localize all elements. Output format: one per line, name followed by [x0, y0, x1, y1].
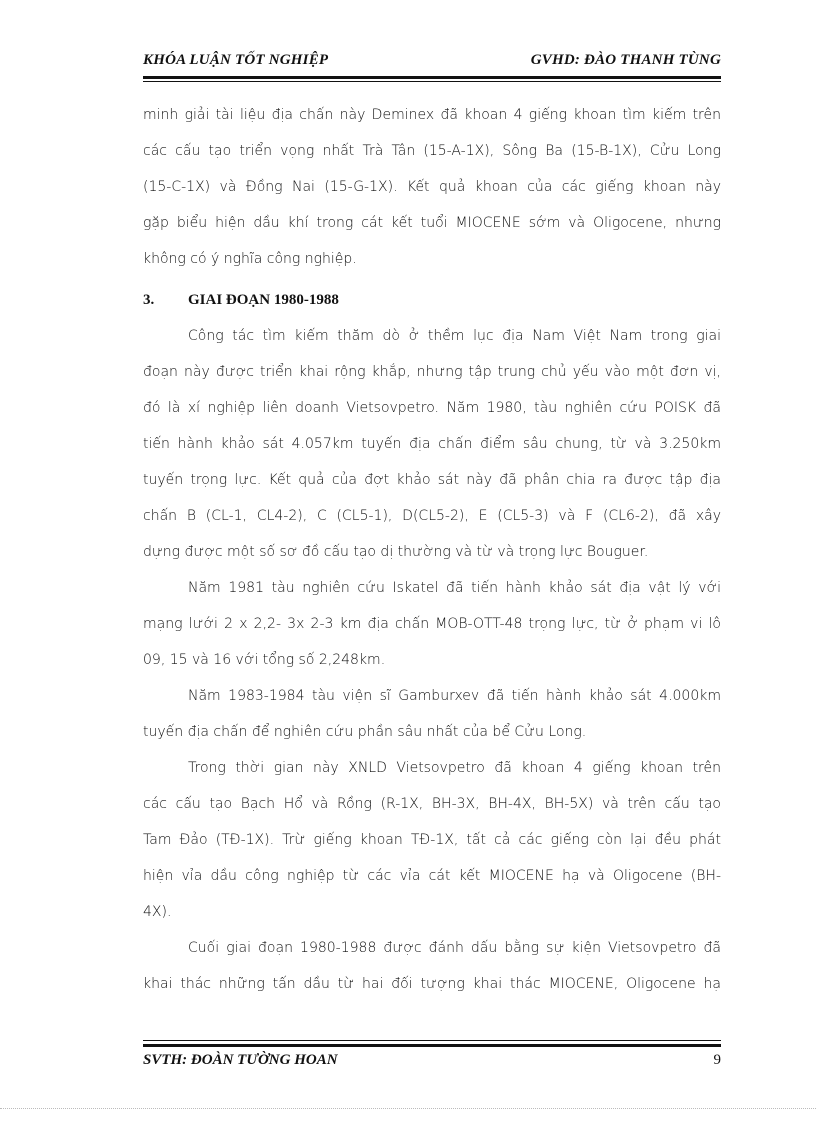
- text-line: đó là xí nghiệp liên doanh Vietsovpetro. Năm 1980, tàu nghiên cứu POISK đã: [143, 400, 721, 416]
- footer-student-name: SVTH: ĐOÀN TƯỜNG HOAN: [143, 1052, 338, 1068]
- text-line: Năm 1983-1984 tàu viện sĩ Gamburxev đã tiến hành khảo sát 4.000km: [188, 688, 721, 704]
- text-line: tuyến trọng lực. Kết quả của đợt khảo sát này đã phân chia ra được tập địa: [143, 472, 721, 488]
- text-line: 4X).: [143, 904, 172, 920]
- text-line: đoạn này được triển khai rộng khắp, nhưng tập trung chủ yếu vào một đơn vị,: [143, 364, 721, 380]
- text-line: Công tác tìm kiếm thăm dò ở thềm lục địa Nam Việt Nam trong giai: [188, 328, 721, 344]
- text-line: tuyến địa chấn để nghiên cứu phần sâu nhất của bể Cửu Long.: [143, 724, 587, 740]
- text-line: tiến hành khảo sát 4.057km tuyến địa chấn điểm sâu chung, từ và 3.250km: [143, 436, 721, 452]
- page-edge-divider: [0, 1108, 816, 1109]
- text-line: các cấu tạo Bạch Hổ và Rồng (R-1X, BH-3X, BH-4X, BH-5X) và trên cấu tạo: [143, 796, 721, 812]
- text-line: các cấu tạo triển vọng nhất Trà Tân (15-A-1X), Sông Ba (15-B-1X), Cửu Long: [143, 143, 721, 159]
- text-line: không có ý nghĩa công nghiệp.: [143, 251, 357, 267]
- page-footer: [143, 1052, 721, 1074]
- text-line: (15-C-1X) và Đồng Nai (15-G-1X). Kết quả khoan của các giếng khoan này: [143, 179, 721, 195]
- text-line: gặp biểu hiện dầu khí trong cát kết tuổi MIOCENE sớm và Oligocene, nhưng: [143, 215, 721, 231]
- header-rule-thick: [143, 76, 721, 79]
- footer-rule-thin: [143, 1040, 721, 1041]
- header-rule-thin: [143, 81, 721, 82]
- section-heading: [143, 287, 721, 313]
- text-line: khai thác những tấn dầu từ hai đối tượng khai thác MIOCENE, Oligocene hạ: [143, 976, 721, 992]
- header-thesis-title: KHÓA LUẬN TỐT NGHIỆP: [143, 52, 329, 68]
- page-header: [143, 52, 721, 74]
- text-line: hiện vỉa dầu công nghiệp từ các vỉa cát kết MIOCENE hạ và Oligocene (BH-: [143, 868, 721, 884]
- text-line: dựng được một số sơ đồ cấu tạo dị thường và từ và trọng lực Bouguer.: [143, 544, 649, 560]
- footer-rule-thick: [143, 1044, 721, 1047]
- text-line: 09, 15 và 16 với tổng số 2,248km.: [143, 652, 386, 668]
- header-advisor: GVHD: ĐÀO THANH TÙNG: [530, 52, 721, 68]
- text-line: Cuối giai đoạn 1980-1988 được đánh dấu bằng sự kiện Vietsovpetro đã: [188, 940, 721, 956]
- text-line: mạng lưới 2 x 2,2- 3x 2-3 km địa chấn MOB-OTT-48 trọng lực, từ ở phạm vi lô: [143, 616, 721, 632]
- text-line: Năm 1981 tàu nghiên cứu Iskatel đã tiến hành khảo sát địa vật lý với: [188, 580, 721, 596]
- text-line: minh giải tài liệu địa chấn này Deminex đã khoan 4 giếng khoan tìm kiếm trên: [143, 107, 721, 123]
- section-title: GIAI ĐOẠN 1980-1988: [188, 292, 339, 308]
- page-number: 9: [713, 1052, 721, 1068]
- text-line: Tam Đảo (TĐ-1X). Trừ giếng khoan TĐ-1X, tất cả các giếng còn lại đều phát: [143, 832, 721, 848]
- section-number: 3.: [143, 292, 155, 308]
- text-line: Trong thời gian này XNLD Vietsovpetro đã khoan 4 giếng khoan trên: [188, 760, 721, 776]
- text-line: chấn B (CL-1, CL4-2), C (CL5-1), D(CL5-2), E (CL5-3) và F (CL6-2), đã xây: [143, 508, 721, 524]
